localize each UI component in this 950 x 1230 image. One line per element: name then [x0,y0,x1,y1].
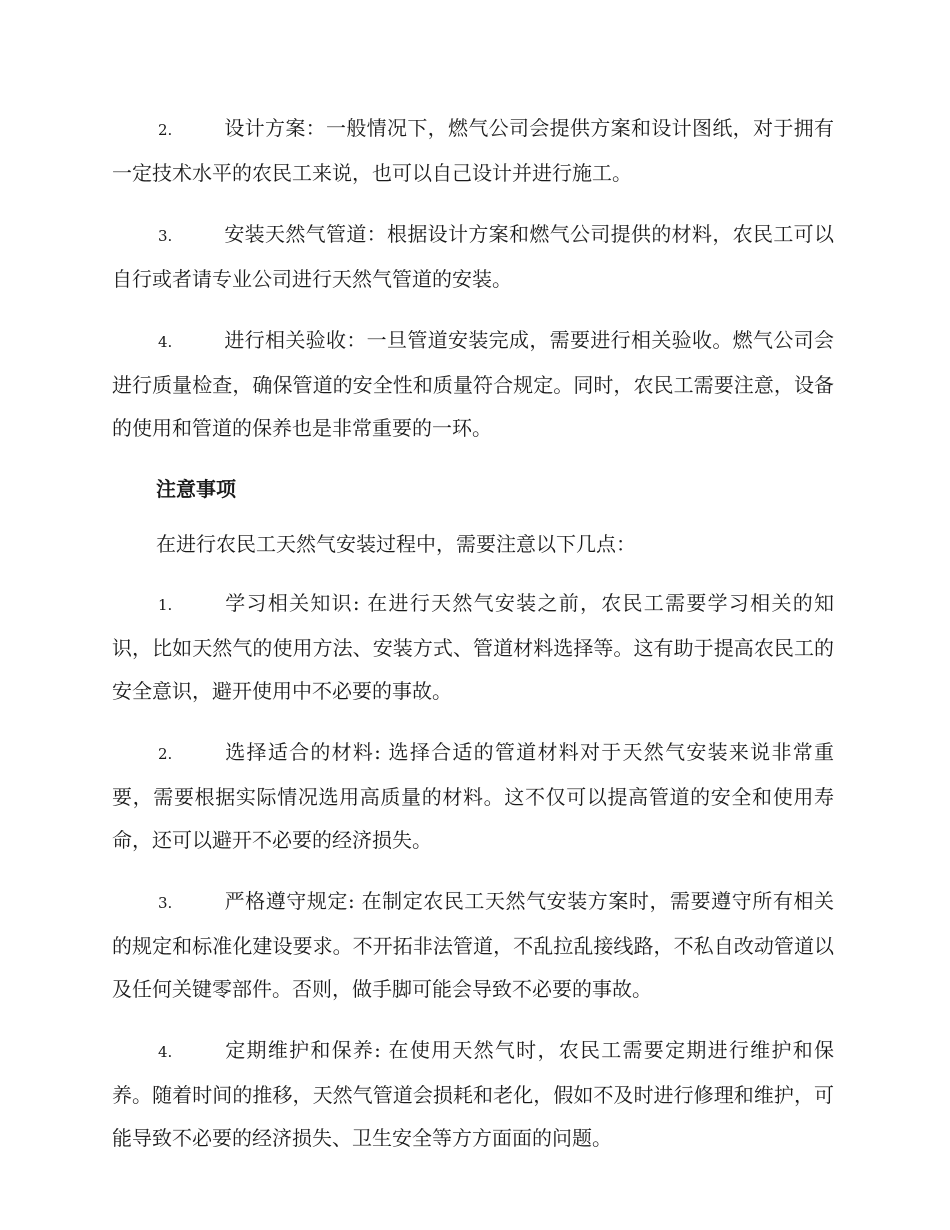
step-text: 安装天然气管道：根据设计方案和燃气公司提供的材料，农民工可以自行或者请专业公司进行天然气管道的安装。 [112,222,834,291]
note-item [112,1029,834,1160]
step-item [112,213,834,301]
note-text: 严格遵守规定: 在制定农民工天然气安装方案时，需要遵守所有相关的规定和标准化建设要求。不开拓非法管道，不乱拉乱接线路，不私自改动管道以及任何关键零部件。否则，做手脚可能会导致不必要的事故。 [112,889,834,1001]
note-number: 3. [158,894,173,912]
notes-intro: 在进行农民工天然气安装过程中，需要注意以下几点： [156,532,636,556]
notes-heading: 注意事项 [156,477,236,501]
note-number: 1. [158,596,173,614]
note-text: 定期维护和保养: 在使用天然气时，农民工需要定期进行维护和保养。随着时间的推移，天然气管道会损耗和老化，假如不及时进行修理和维护，可能导致不必要的经济损失、卫生安全等方方面面的问题。 [112,1038,834,1150]
step-number: 3. [158,227,173,245]
step-text: 进行相关验收：一旦管道安装完成，需要进行相关验收。燃气公司会进行质量检查，确保管道的安全性和质量符合规定。同时，农民工需要注意，设备的使用和管道的保养也是非常重要的一环。 [112,328,834,440]
note-text: 选择适合的材料: 选择合适的管道材料对于天然气安装来说非常重要，需要根据实际情况选用高质量的材料。这不仅可以提高管道的安全和使用寿命，还可以避开不必要的经济损失。 [112,740,834,852]
document-body [112,107,834,1178]
note-number: 2. [158,745,173,763]
note-text: 学习相关知识: 在进行天然气安装之前，农民工需要学习相关的知识，比如天然气的使用方法、安装方式、管道材料选择等。这有助于提高农民工的安全意识，避开使用中不必要的事故。 [112,591,834,703]
step-item [112,107,834,195]
note-item [112,731,834,862]
note-item [112,582,834,713]
step-number: 2. [158,121,173,139]
note-number: 4. [158,1043,173,1061]
step-number: 4. [158,333,173,351]
note-item [112,880,834,1011]
step-item [112,319,834,450]
step-text: 设计方案：一般情况下，燃气公司会提供方案和设计图纸，对于拥有一定技术水平的农民工来说，也可以自己设计并进行施工。 [112,116,834,185]
